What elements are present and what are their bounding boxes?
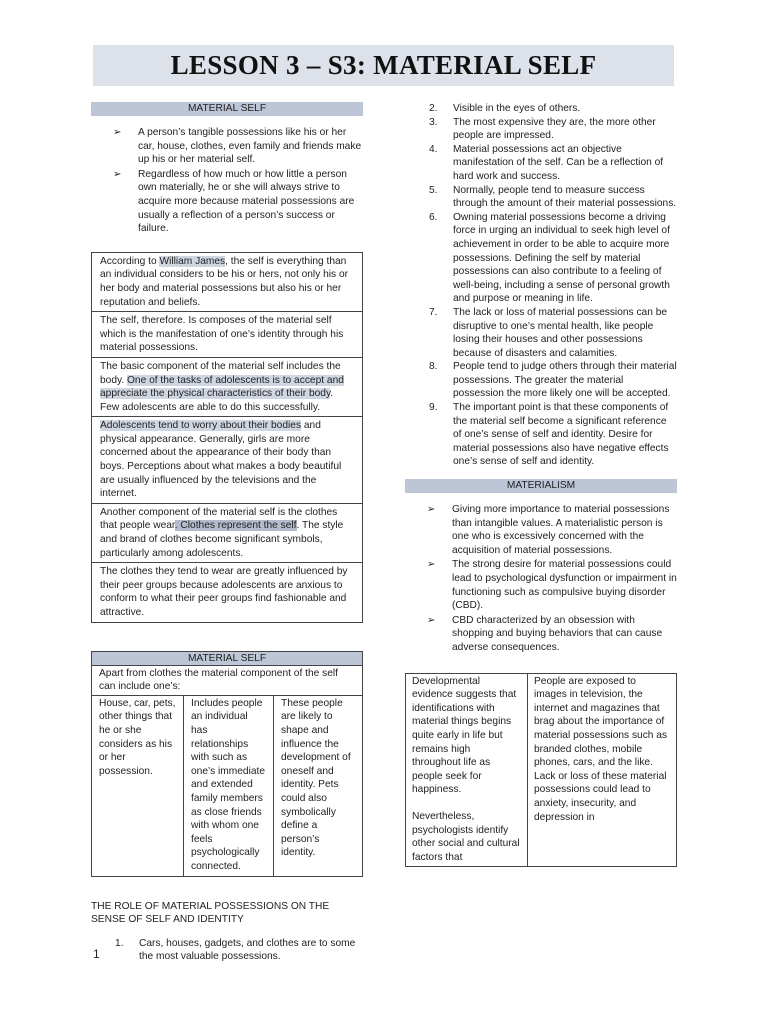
role-list — [91, 937, 363, 964]
list-text: Owning material possessions become a driving force in urging an individual to seek high level of achievement in order to be able to acquire more possessions. Defining the self by material possessions can also contribute to a feeling of well-being, including a sense of personal growth and purpose or meaning in life. — [453, 211, 670, 305]
text-run: . Few adolescents are able to do this successfully. — [100, 388, 334, 413]
list-number: 8. — [429, 361, 438, 373]
list-item — [405, 306, 677, 360]
cell-paragraph: Nevertheless, psychologists identify other social and cultural factors that — [412, 810, 520, 863]
list-number: 7. — [429, 306, 438, 318]
list-item — [405, 360, 677, 401]
box-cell-william-james — [92, 253, 362, 312]
page-number: 1 — [93, 947, 100, 961]
materialism-bullets — [405, 503, 677, 655]
material-self-bullets — [91, 126, 363, 236]
list-number: 1. — [115, 937, 124, 949]
text-run: and physical appearance. Generally, girls are more concerned about the appearance of their body than boys. Perceptions about what makes a body beautiful are usually influenced by the televisions and the internet. — [100, 420, 342, 500]
table-columns — [92, 696, 362, 876]
list-item — [405, 184, 677, 211]
table-cell-people: Includes people an individual has relationships with such as one’s immediate and extended family members as close friends with whom one feels psychologically connected. — [184, 696, 274, 876]
text-run: , the self is everything than an individual considers to be his or hers, not only his or her body and material possessions but also his or her reputation and beliefs. — [100, 255, 349, 308]
list-number: 6. — [429, 211, 438, 223]
list-item — [405, 143, 677, 184]
table-cell-possessions: House, car, pets, other things that he or she considers as his or her possession. — [92, 696, 184, 876]
list-text: People tend to judge others through their material possessions. The greater the material possession the more likely one will be accepted. — [453, 361, 677, 400]
table-cell-developmental — [406, 674, 528, 867]
list-number: 9. — [429, 402, 438, 414]
table-cell-influence: These people are likely to shape and influence the development of oneself and identity. Pets could also symbolically define a person’s identity. — [281, 697, 351, 859]
bullet-item: ➢ Giving more importance to material possessions than intangible values. A materialistic person is one who is excessively concerned with the acquisition of material possessions. — [427, 503, 677, 557]
table-heading: MATERIAL SELF — [92, 652, 362, 666]
bullet-item: ➢ The strong desire for material possessions could lead to psychological dysfunction or impairment in functioning such as compulsive buying disorder (CBD). — [427, 558, 677, 612]
list-text: The most expensive they are, the more other people are impressed. — [453, 116, 656, 142]
page-title: LESSON 3 – S3: MATERIAL SELF — [170, 50, 597, 80]
text-run: According to — [100, 255, 160, 267]
list-item — [405, 211, 677, 306]
box-cell-body-worry — [92, 417, 362, 504]
list-number: 3. — [429, 116, 438, 128]
text-run: . The style and brand of clothes become significant symbols, particularly among adolescents. — [100, 520, 344, 559]
list-number: 4. — [429, 143, 438, 155]
table-cell-media-exposure: People are exposed to images in television, the internet and magazines that brag about the importance of material possessions such as branded clothes, mobile phones, cars, and the like. Lack or loss of these material possessions could lead to anxiety, insecurity, and depression in — [534, 675, 668, 823]
text-run: Another component of the material self is the clothes that people wear — [100, 506, 338, 532]
list-item — [405, 102, 677, 116]
table-intro: Apart from clothes the material component of the self can include one’s: — [92, 666, 362, 696]
box-cell-body-component — [92, 358, 362, 417]
material-self-table — [91, 651, 363, 877]
list-text: The important point is that these components of the material self become a significant reference of one’s sense of self and identity. Desire for material possessions also have negative effects one’s sense of self and identity. — [453, 402, 669, 468]
cell-paragraph: Developmental evidence suggests that identifications with material things begins quite early in life but remains high throughout life as people seek for happiness. — [412, 675, 517, 796]
section-heading-material-self: MATERIAL SELF — [91, 102, 363, 116]
title-banner — [93, 45, 674, 86]
highlight-william-james: William James — [159, 255, 226, 267]
highlight-clothes-represent: . Clothes represent the self — [174, 520, 297, 532]
left-column — [91, 102, 363, 964]
material-self-box — [91, 252, 363, 623]
bullet-item: ➢ A person’s tangible possessions like his or her car, house, clothes, even family and friends make up his or her material self. — [113, 126, 363, 167]
box-cell-peer-groups: The clothes they tend to wear are greatly influenced by their peer groups because adolescents are anxious to conform to what their peer groups find fashionable and attractive. — [100, 566, 348, 618]
right-column — [405, 102, 677, 867]
list-number: 2. — [429, 103, 438, 114]
list-text: Visible in the eyes of others. — [453, 103, 581, 114]
section-heading-materialism: MATERIALISM — [405, 479, 677, 493]
list-text: Cars, houses, gadgets, and clothes are to some the most valuable possessions. — [139, 937, 356, 963]
box-cell-clothes — [92, 504, 362, 563]
materialism-table — [405, 673, 677, 868]
list-item — [405, 116, 677, 143]
role-heading: THE ROLE OF MATERIAL POSSESSIONS ON THE SENSE OF SELF AND IDENTITY — [91, 900, 330, 926]
list-text: The lack or loss of material possessions can be disruptive to one’s mental health, like people losing their houses and other possessions because of disasters and calamities. — [453, 306, 668, 359]
list-number: 5. — [429, 184, 438, 196]
list-text: Material possessions act an objective manifestation of the self. Can be a reflection of hard work and success. — [453, 143, 664, 182]
role-section — [91, 900, 363, 964]
role-list-continued — [405, 102, 677, 469]
list-item — [405, 401, 677, 469]
highlight-adolescent-worry: Adolescents tend to worry about their bodies — [100, 420, 302, 432]
bullet-item: ➢ CBD characterized by an obsession with shopping and buying behaviors that can cause adverse consequences. — [427, 614, 677, 655]
box-cell-self-composition: The self, therefore. Is composes of the material self which is the manifestation of one’s identity through his material possessions. — [92, 312, 362, 358]
bullet-item: ➢ Regardless of how much or how little a person own materially, he or she will always strive to acquire more because material possessions are usually a reflection of a person’s success or failure. — [113, 168, 363, 236]
text-run: The basic component of the material self includes the body. — [100, 360, 341, 386]
highlight-adolescent-tasks: One of the tasks of adolescents is to accept and appreciate the physical characteristics of their body — [100, 374, 344, 400]
list-text: Normally, people tend to measure success through the amount of their material possessions. — [453, 184, 677, 210]
list-item — [91, 937, 363, 964]
